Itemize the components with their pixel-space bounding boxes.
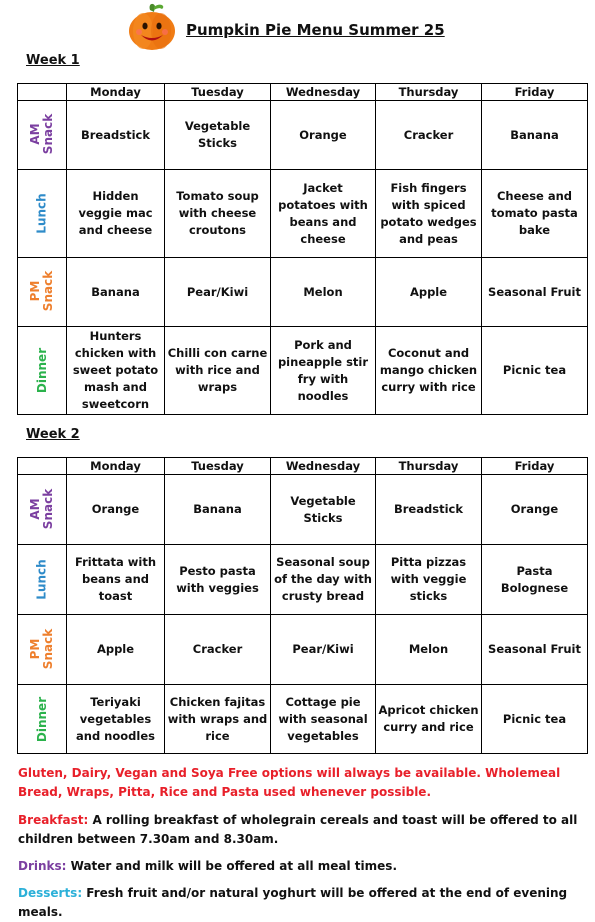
meal-cell: Picnic tea <box>482 685 588 754</box>
meal-cell: Teriyaki vegetables and noodles <box>67 685 165 754</box>
row-label-am-snack <box>18 475 67 545</box>
am-snack-row <box>18 475 588 545</box>
day-header: Tuesday <box>165 458 271 475</box>
week-2-table <box>17 457 588 754</box>
lunch-row <box>18 545 588 615</box>
day-header: Thursday <box>376 458 482 475</box>
meal-cell: Cracker <box>376 101 482 170</box>
pumpkin-logo-icon <box>126 2 178 52</box>
meal-cell: Coconut and mango chicken curry with rice <box>376 327 482 415</box>
pm-snack-row <box>18 258 588 327</box>
am-snack-row <box>18 101 588 170</box>
day-header: Thursday <box>376 84 482 101</box>
meal-cell: Vegetable Sticks <box>271 475 376 545</box>
meal-cell: Breadstick <box>376 475 482 545</box>
day-header: Wednesday <box>271 458 376 475</box>
meal-cell: Cracker <box>165 615 271 685</box>
drinks-label: Drinks: <box>18 859 67 873</box>
meal-cell: Banana <box>67 258 165 327</box>
meal-cell: Hunters chicken with sweet potato mash and sweetcorn <box>67 327 165 415</box>
label-line: PM <box>27 638 42 659</box>
meal-cell: Seasonal soup of the day with crusty bread <box>271 545 376 615</box>
week-1-title: Week 1 <box>26 53 80 68</box>
row-label-dinner: Dinner <box>18 685 67 754</box>
label-line: AM <box>27 123 42 145</box>
meal-cell: Pesto pasta with veggies <box>165 545 271 615</box>
meal-cell: Melon <box>271 258 376 327</box>
meal-cell: Jacket potatoes with beans and cheese <box>271 170 376 258</box>
meal-cell: Hidden veggie mac and cheese <box>67 170 165 258</box>
row-label-am-snack <box>18 101 67 170</box>
day-header: Wednesday <box>271 84 376 101</box>
lunch-row <box>18 170 588 258</box>
dinner-row <box>18 685 588 754</box>
meal-cell: Cottage pie with seasonal vegetables <box>271 685 376 754</box>
header-row <box>18 458 588 475</box>
label-line: Snack <box>40 113 55 155</box>
label-line: Snack <box>40 270 55 312</box>
label-line: Snack <box>40 628 55 669</box>
meal-cell: Pear/Kiwi <box>165 258 271 327</box>
day-header: Monday <box>67 84 165 101</box>
meal-cell: Apple <box>376 258 482 327</box>
meal-cell: Seasonal Fruit <box>482 258 588 327</box>
meal-cell: Chilli con carne with rice and wraps <box>165 327 271 415</box>
meal-cell: Breadstick <box>67 101 165 170</box>
meal-cell: Cheese and tomato pasta bake <box>482 170 588 258</box>
label-line: AM <box>27 497 42 520</box>
desserts-note <box>18 884 578 922</box>
meal-cell: Seasonal Fruit <box>482 615 588 685</box>
meal-cell: Picnic tea <box>482 327 588 415</box>
allergy-note: Gluten, Dairy, Vegan and Soya Free options will always be available. Wholemeal Bread, Wraps, Pitta, Rice and Pasta used whenever possible. <box>18 766 561 799</box>
drinks-text: Water and milk will be offered at all meal times. <box>66 859 397 873</box>
breakfast-text: A rolling breakfast of wholegrain cereals and toast will be offered to all children between 7.30am and 8.30am. <box>18 813 578 846</box>
week-2-title: Week 2 <box>26 427 80 442</box>
row-label-pm-snack <box>18 615 67 685</box>
meal-cell: Vegetable Sticks <box>165 101 271 170</box>
meal-cell: Orange <box>482 475 588 545</box>
meal-cell: Pork and pineapple stir fry with noodles <box>271 327 376 415</box>
day-header: Friday <box>482 84 588 101</box>
week-1-table <box>17 83 588 415</box>
corner-cell <box>18 458 67 475</box>
dinner-row <box>18 327 588 415</box>
day-header: Friday <box>482 458 588 475</box>
meal-cell: Fish fingers with spiced potato wedges and peas <box>376 170 482 258</box>
desserts-text: Fresh fruit and/or natural yoghurt will be offered at the end of evening meals. <box>18 886 568 919</box>
row-label-pm-snack <box>18 258 67 327</box>
page-title: Pumpkin Pie Menu Summer 25 <box>186 21 445 39</box>
breakfast-note <box>18 811 578 849</box>
desserts-label: Desserts: <box>18 886 83 900</box>
meal-cell: Orange <box>67 475 165 545</box>
day-header: Tuesday <box>165 84 271 101</box>
meal-cell: Apricot chicken curry and rice <box>376 685 482 754</box>
label-line: PM <box>27 280 42 302</box>
meal-cell: Banana <box>482 101 588 170</box>
meal-cell: Chicken fajitas with wraps and rice <box>165 685 271 754</box>
meal-cell: Pasta Bolognese <box>482 545 588 615</box>
pm-snack-row <box>18 615 588 685</box>
day-header: Monday <box>67 458 165 475</box>
meal-cell: Pitta pizzas with veggie sticks <box>376 545 482 615</box>
meal-cell: Pear/Kiwi <box>271 615 376 685</box>
menu-notes <box>18 764 578 922</box>
meal-cell: Banana <box>165 475 271 545</box>
breakfast-label: Breakfast: <box>18 813 89 827</box>
meal-cell: Orange <box>271 101 376 170</box>
row-label-lunch: Lunch <box>18 545 67 615</box>
row-label-lunch: Lunch <box>18 170 67 258</box>
meal-cell: Melon <box>376 615 482 685</box>
header-row <box>18 84 588 101</box>
label-line: Snack <box>40 488 55 529</box>
corner-cell <box>18 84 67 101</box>
drinks-note <box>18 857 578 876</box>
meal-cell: Apple <box>67 615 165 685</box>
page-header <box>126 2 546 52</box>
row-label-dinner: Dinner <box>18 327 67 415</box>
meal-cell: Frittata with beans and toast <box>67 545 165 615</box>
meal-cell: Tomato soup with cheese croutons <box>165 170 271 258</box>
